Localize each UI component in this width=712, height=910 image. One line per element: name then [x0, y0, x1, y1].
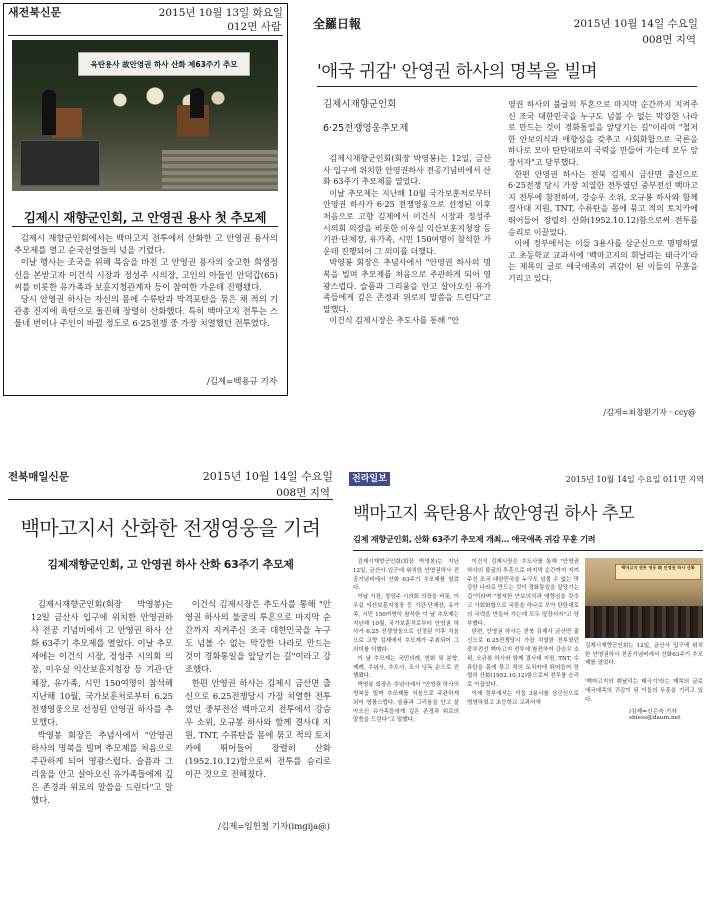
headline-rule	[12, 226, 278, 227]
headline-rule	[353, 550, 703, 551]
body-paragraph: 이건식 김제시장은 추도사를 통해 "안	[329, 316, 460, 326]
clipping-jeolla-ilbo	[303, 3, 708, 423]
headline: '애국 귀감' 안영권 하사의 명복을 빌며	[317, 62, 598, 82]
issue-date: 2015년 10월 14일 수요일	[573, 18, 698, 30]
byline: /김제=백용규 기자	[206, 377, 277, 387]
article-column-2	[508, 99, 698, 399]
subhead-line-1: 김제시재향군인회	[323, 99, 397, 110]
publication-name: 전라일보	[349, 472, 390, 486]
header-rule	[8, 35, 283, 36]
photo-person-2	[190, 88, 204, 118]
clip-header	[8, 471, 333, 483]
headline: 백마고지서 산화한 전쟁영웅을 기려	[20, 516, 321, 540]
issue-date: 2015년 10월 14일 수요일	[202, 470, 333, 483]
publication-name: 全羅日報	[313, 17, 362, 31]
clip-header	[8, 7, 283, 19]
body-paragraph: 한편, 안영권 하사는 전북 김제시 금산면 출신으로 6.25전쟁당시 가장 치열한 전투였던 중부전선 백마고지 전투에 참전하여 강승우 소위, 오규봉 하사와 함께 결사대 지원, TNT, 수류탄을 몸에 묶고 적의 토치카에 뛰어들어 장렬히 산화(1952.10.12)함으로써 전투를 승리로 이끌었다.	[467, 629, 579, 689]
body-paragraph: 당시 안영권 하사는 자신의 몸에 수류탄과 박격포탄을 묶은 채 적의 기관총 진지에 육탄으로 돌진해 장렬히 산화했다. 특히 백마고지 전투는 스물네 번이나 주인이 바뀔 정도로 6·25전쟁 중 가장 치열했던 전투였다.	[14, 294, 278, 329]
memorial-photo	[585, 558, 703, 638]
clipping-jeonbuk-maeil	[3, 462, 338, 842]
body-paragraph: 이날 시장, 정성주 시의회 의장을 비롯, 이우실 익산보훈지청장 등 기관·단체장, 유가족, 시민 150여명이 참석한 이 날 추모제는 지난해 10월, 국가보훈처로부터 안영권 하사가 6.25 전쟁영웅으로 선정된 이후 처음으로 고향 김제에서 추모제가 주최되어 그 의미를 더했다.	[353, 594, 459, 653]
issue-date: 2015년 10월 14일 수요일 011면 지역	[565, 475, 704, 484]
clipping-saejeonbuk	[3, 3, 288, 396]
headline-rule	[317, 86, 697, 87]
issue-date: 2015년 10월 13일 화요일	[158, 7, 283, 19]
body-paragraph: 이건식 김제시장은 추도사를 통해 "안영권 하사의 불굴의 투혼으로 마지막 순간까지 지켜주신 조국 대한민국을 누구도 넘볼 수 없는 막강한 나라로 만드는 것이 경화통일을 앞당기는 길"이라며 "철저한 안보의식과 애향심을 갖추고 사회화합으로 국론을 하나로 모아 탄탄대로의 국력을 만들어 가는데 모두 앞장서자"고 당부했다.	[467, 559, 579, 627]
photo-plaque	[20, 140, 100, 186]
body-paragraph: 한편 안영권 하사는 전북 김제시 금산면 출신으로 6·25전쟁 당시 가장 치열한 전투였던 중부전선 백마고지 전투에 참전하여, 강승우 소위, 오규봉 하사와 함께 결사대 지원, TNT, 수류탄을 몸에 묶고 적의 토치카에 뛰어들어 장렬히 산화(1952.10.12)함으로써 전투를 승리로 이끌었다.	[508, 169, 698, 237]
memorial-photo	[12, 40, 278, 191]
photo-caption: 김제시재향군인회는 12일, 금산사 입구에 위치한 안영권하사 전공기념비에서 산화63주기 추모제를 열었다.	[585, 643, 703, 667]
body-paragraph: 김제시재향군인회(회장 박영봉)는 12일 금산사 입구에 위치한 안영권하사 전공 기념비에서 고 안영권 하사 산화 63주기 추모제를 열었다. 이날 추모제에는 이건식 시장, 정성주 시의회 의장, 이우실 익산보훈지청장 등 기관·단체장, 유가족, 시민 150여명이 참석해 지난해 10월, 국가보훈처로부터 6.25 전쟁영웅으로 선정된 안영권 하사를 추모했다.	[31, 599, 173, 727]
byline-email: shiess@daum.net	[629, 715, 681, 721]
body-paragraph: 이건식 김제시장은 추도사를 통해 "안영권 하사의 불굴의 투혼으로 마지막 순간까지 지켜주신 조국 대한민국을 누구도 넘볼 수 없는 막강한 나라로 만드는 것이 경화통일을 앞당기는 길"이라고 강조했다.	[185, 599, 331, 675]
article-column-1	[353, 558, 459, 798]
body-paragraph: 박영봉 회장은 추념사에서 "안영권 하사의 명복을 빌며 추모제를 처음으로 주관하게 되어 영광스럽다. 슬픔과 그리움을 안고 살아오신 유가족들에게 깊은 존경과 위로의 말씀을 드린다"고 말했다.	[31, 729, 173, 806]
body-paragraph: 영권 하사의 불굴의 투혼으로 마지막 순간까지 지켜주신 조국 대한민국을 누구도 넘볼 수 없는 막강한 나라로 만드는 것이 경화통일을 앞당기는 길"이라며 "철저한 안보의식과 애향심을 갖추고 사회화합으로 국론을 하나로 모아 탄탄대로의 국력을 만들어 가는데 모두 앞장서자"고 당부했다.	[508, 100, 698, 167]
body-paragraph: 김제시 재향군인회에서는 백마고지 전투에서 산화한 고 안영권 용사의 추모제를 열고 순국선열들의 넋을 기렸다.	[14, 233, 278, 256]
clipping-jeolla-ilbo-2	[345, 470, 708, 800]
photo-steps	[162, 150, 278, 191]
subhead: 김제 재향군인회, 산화 63주기 추모제 개최… 애국애족 귀감 무훈 기려	[353, 534, 596, 544]
body-paragraph: 이에 정부에서는 이들 3용사를 삼군신으로 명명하였고 초등학교 교과서에	[467, 690, 579, 706]
clip-header	[349, 472, 704, 486]
page-section: 008면 지역	[642, 34, 696, 46]
body-paragraph: 이날 추모제는 지난해 10월 국가보훈처로부터 안영권 하사가 6·25 전쟁영웅으로 선정된 이후 처음으로 고향 김제에서 이건식 시장과 정성주 시의회 의장을 비롯한 이우실 익산보훈지청장 등 기관·단체장, 유가족, 시민 150여명이 참석한 가운데 진행되어 그 의미를 더했다.	[323, 188, 491, 256]
page-section: 012면 사람	[227, 21, 281, 33]
article-column-3: '백마고지의 휘날리는 태극기'라는 제목의 글로 애국애족의 귀감이 된 이들의 무훈을 기리고 있다.	[585, 679, 703, 703]
article-column-2	[467, 558, 579, 798]
photo-podium	[52, 108, 82, 138]
clip-header	[313, 18, 698, 30]
photo-flowers	[92, 80, 232, 120]
subhead-line-2: 6·25전쟁영웅추모제	[323, 123, 409, 134]
article-column-1	[31, 598, 173, 838]
byline: /김제=최창환기자 · ccy@	[603, 408, 696, 417]
article-column-1	[323, 153, 491, 398]
body-paragraph: 박영봉 회장은 추념사에서 "안영권 하사의 명복을 빌며 추모제를 처음으로 주관하게 되어 영광스럽다. 슬픔과 그리움을 안고 살아오신 유가족들에게 깊은 존경과 위로의 말씀을 드린다"고 말했다.	[323, 258, 491, 314]
photo-person	[42, 90, 56, 135]
article-column-2	[185, 598, 331, 813]
body-paragraph: 이 날 추모제는 국민의례, 헌화 및 분향, 제례, 추념사, 추도사, 조시 낭독 순으로 진행됐다.	[353, 655, 459, 680]
body-paragraph: 이에 정부에서는 이들 3용사를 삼군신으로 명명하였고 초등학교 교과서에 '백마고지의 휘날리는 태극기'라는 제목의 글로 애국애족의 귀감이 된 이들의 무훈을 기리고 있다.	[508, 239, 698, 283]
byline: /김제=임헌철 기자(imgija@)	[218, 822, 330, 832]
body-paragraph: 이날 행사는 조국을 위해 목숨을 바친 고 안영권 용사의 숭고한 희생정신을 본받고자 이건식 시장과 정성주 시의장, 고인의 아들인 안덕갑(65) 씨를 비롯한 유가족과 보훈지청관계자 등이 참여한 가운데 진행됐다.	[14, 257, 278, 292]
headline: 김제시 재향군인회, 고 안영권 용사 첫 추모제	[23, 210, 267, 225]
page-section: 008면 지역	[276, 487, 330, 499]
byline: /김제=신은숙 기자	[629, 709, 677, 715]
publication-name: 새전북신문	[8, 6, 62, 19]
subhead: 김제재향군인회, 고 안영권 하사 산화 63주기 추모제	[47, 558, 294, 571]
body-paragraph: 한편 안영권 하사는 김제시 금산면 출신으로 6.25전쟁당시 가장 치열한 전투였던 중부전선 백마고지 전투에서 강승우 소위, 오규봉 하사와 함께 결사대 지원, TNT, 수류탄을 몸에 묶고 적의 토치카에 뛰어들어 장렬히 산화(1952.10.12)함으로써 전투를 승리로 이끈 것으로 전해졌다.	[185, 677, 331, 780]
photo-crowd	[585, 606, 703, 638]
photo-banner: 육탄용사 故안영권 하사 산화 제63주기 추모	[78, 52, 250, 76]
header-rule	[8, 499, 333, 500]
headline: 백마고지 육탄용사 故안영권 하사 추모	[353, 504, 635, 524]
article-body	[14, 232, 278, 330]
body-paragraph: 김제시재향군인회(회장 박영봉)는 12일, 금산사 입구에 위치한 안영권하사 전공기념비에서 산화 63주기 추모제를 열었다.	[323, 154, 491, 187]
publication-name: 전북매일신문	[8, 471, 69, 483]
body-paragraph: 김제시재향군인회(회장 박영봉)는 지난 12일, 금산사 입구에 위치한 안영권하사 전공기념비에서 산화 63주기 추모제를 열었다.	[353, 559, 459, 592]
body-paragraph: 박영봉 회장은 추념사에서 "안영권 하사의 명복을 빌며 추모제를 처음으로 주관하게 되어 영광스럽다. 슬픔과 그리움을 안고 살아오신 유가족들에게 깊은 존경과 위로의 말씀을 드린다"고 말했다.	[353, 682, 459, 724]
photo-sign: 백마고지 전투 영웅 故 안영권 하사 산화	[615, 564, 701, 580]
